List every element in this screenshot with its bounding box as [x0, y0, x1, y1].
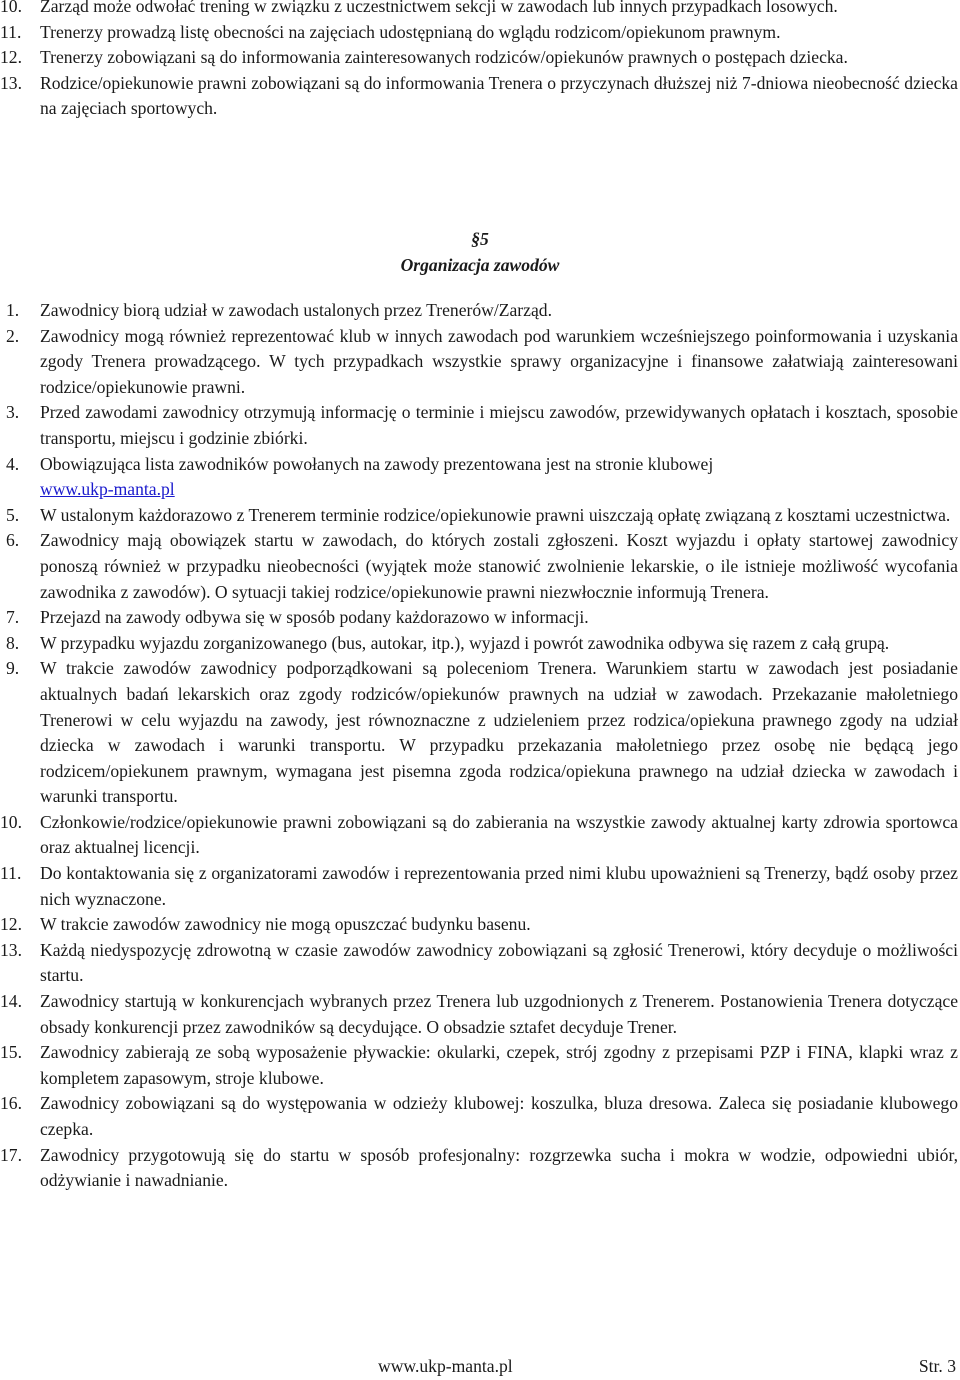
list-item	[0, 989, 958, 1040]
item-number: 2.	[6, 325, 20, 346]
item-number: 7.	[6, 607, 20, 628]
item-number: 10.	[0, 0, 22, 16]
item-number: 9.	[6, 658, 20, 679]
item-number: 8.	[6, 632, 20, 653]
list-item	[0, 324, 958, 401]
item-text: Trenerzy prowadzą listę obecności na zajęciach udostępnianą do wglądu rodzicom/opiekunom prawnym.	[40, 21, 781, 42]
item-text: Każdą niedyspozycję zdrowotną w czasie zawodów zawodnicy zobowiązani są zgłosić Trenerowi, który decyduje o możliwości startu.	[40, 939, 958, 986]
competition-rules-list	[0, 298, 958, 1194]
footer-url: www.ukp-manta.pl	[378, 1356, 513, 1376]
list-item	[0, 452, 958, 503]
list-item	[0, 1040, 958, 1091]
list-item	[0, 71, 958, 122]
item-text: Trenerzy zobowiązani są do informowania zainteresowanych rodziców/opiekunów prawnych o postępach dziecka.	[40, 47, 848, 68]
item-text: Do kontaktowania się z organizatorami zawodów i reprezentowania przed nimi klubu upoważnieni są Trenerzy, bądź osoby przez nich wyznaczone.	[40, 863, 958, 909]
list-item	[0, 20, 958, 46]
item-text: W ustalonym każdorazowo z Trenerem terminie rodzice/opiekunowie prawni uiszczają opłatę związaną z kosztami uczestnictwa.	[40, 504, 951, 525]
item-text: Zawodnicy mogą również reprezentować klub w innych zawodach pod warunkiem wcześniejszego poinformowania i uzyskania zgody Trenera prowadzącego. W tych przypadkach wszystkie sprawy organizacyjne i finansowe załatwiają zainteresowani rodzice/opiekunowie prawni.	[40, 325, 958, 397]
item-number: 6.	[6, 530, 20, 551]
item-text: W trakcie zawodów zawodnicy podporządkowani są poleceniom Trenera. Warunkiem startu w zawodach jest posiadanie aktualnych badań lekarskich oraz zgody rodziców/opiekunów prawnych na udział w zawodach. Przekazanie małoletniego Trenerowi w celu wyjazdu na zawody, jest równoznaczne z udzieleniem przez rodzica/opiekuna prawnego zgody na udział dziecka w zawodach i warunki transportu. W przypadku przekazania małoletniego przez osobę nie będącą jego rodzicem/opiekunem prawnym, wymagana jest pisemna zgoda rodzica/opiekuna prawnego na udział dziecka w zawodach i warunki transportu.	[40, 658, 958, 807]
list-item	[0, 1143, 958, 1194]
list-item	[0, 45, 958, 71]
item-number: 13.	[0, 72, 22, 93]
item-text: Przejazd na zawody odbywa się w sposób podany każdorazowo w informacji.	[40, 607, 589, 628]
item-text: Zawodnicy przygotowują się do startu w sposób profesjonalny: rozgrzewka sucha i mokra w wodzie, odpowiedni ubiór, odżywianie i nawadnianie.	[40, 1144, 958, 1191]
item-number: 14.	[0, 991, 22, 1012]
item-number: 12.	[0, 47, 22, 68]
list-item	[0, 631, 958, 657]
section-title: Organizacja zawodów	[400, 255, 560, 275]
item-number: 17.	[0, 1144, 22, 1165]
list-item	[0, 912, 958, 938]
item-number: 16.	[0, 1093, 22, 1114]
item-text: Zawodnicy startują w konkurencjach wybranych przez Trenera lub uzgodnionych z Trenerem. Postanowienia Trenera dotyczące obsady konkurencji przez zawodników są decydujące. O obsadzie sztafet decyduje Trener.	[40, 991, 958, 1037]
item-number: 3.	[6, 402, 20, 423]
item-text: Zawodnicy biorą udział w zawodach ustalonych przez Trenerów/Zarząd.	[40, 300, 552, 320]
item-number: 1.	[6, 300, 20, 320]
list-item	[0, 605, 958, 631]
previous-section-list	[0, 0, 958, 122]
item-number: 13.	[0, 939, 22, 960]
item-text: Rodzice/opiekunowie prawni zobowiązani są do informowania Trenera o przyczynach dłuższej niż 7-dniowa nieobecność dziecka na zajęciach sportowych.	[40, 72, 958, 119]
item-number: 12.	[0, 914, 22, 935]
list-item	[0, 298, 958, 324]
item-text: Zawodnicy zabierają ze sobą wyposażenie pływackie: okularki, czepek, strój zgodny z przepisami PZP i FINA, klapki wraz z kompletem zapasowym, stroje klubowe.	[40, 1042, 958, 1088]
list-item	[0, 400, 958, 451]
item-number: 15.	[0, 1042, 22, 1063]
page-footer	[0, 1354, 958, 1380]
list-item	[0, 810, 958, 861]
item-text: Członkowie/rodzice/opiekunowie prawni zobowiązani są do zabierania na wszystkie zawody aktualnej karty zdrowia sportowca oraz aktualnej licencji.	[40, 811, 958, 858]
page-number: Str. 3	[918, 1356, 956, 1376]
item-text: W trakcie zawodów zawodnicy nie mogą opuszczać budynku basenu.	[40, 914, 531, 935]
list-item	[0, 0, 958, 20]
list-item	[0, 938, 958, 989]
item-number: 10.	[0, 811, 22, 832]
list-item	[0, 503, 958, 529]
list-item	[0, 528, 958, 605]
list-item	[0, 1091, 958, 1142]
section-number: §5	[471, 229, 489, 249]
item-number: 5.	[6, 504, 20, 525]
item-text: Zawodnicy mają obowiązek startu w zawodach, do których zostali zgłoszeni. Koszt wyjazdu i opłaty startowej zawodnicy ponoszą również w przypadku nieobecności (wyjątek może stanowić zwolnienie lekarskie, o ile istnieje możliwość wycofania zawodnika z zawodów). O sytuacji takiej rodzice/opiekunowie prawni niezwłocznie informują Trenera.	[40, 530, 958, 602]
item-text: Przed zawodami zawodnicy otrzymują informację o terminie i miejscu zawodów, przewidywanych opłatach i kosztach, sposobie transportu, miejscu i godzinie zbiórki.	[40, 402, 958, 448]
section-heading	[0, 226, 960, 278]
item-number: 4.	[6, 453, 20, 474]
item-text: Zarząd może odwołać trening w związku z uczestnictwem sekcji w zawodach lub innych przypadkach losowych.	[40, 0, 838, 16]
item-text: W przypadku wyjazdu zorganizowanego (bus, autokar, itp.), wyjazd i powrót zawodnika odbywa się razem z całą grupą.	[40, 632, 890, 653]
item-number: 11.	[0, 863, 22, 884]
item-text: Zawodnicy zobowiązani są do występowania w odzieży klubowej: koszulka, bluza dresowa. Zaleca się posiadanie klubowego czepka.	[40, 1093, 958, 1139]
item-number: 11.	[0, 21, 22, 42]
item-text: Obowiązująca lista zawodników powołanych na zawody prezentowana jest na stronie klubowej	[40, 453, 714, 474]
list-item	[0, 861, 958, 912]
club-website-link[interactable]: www.ukp-manta.pl	[40, 479, 175, 500]
list-item	[0, 656, 958, 810]
